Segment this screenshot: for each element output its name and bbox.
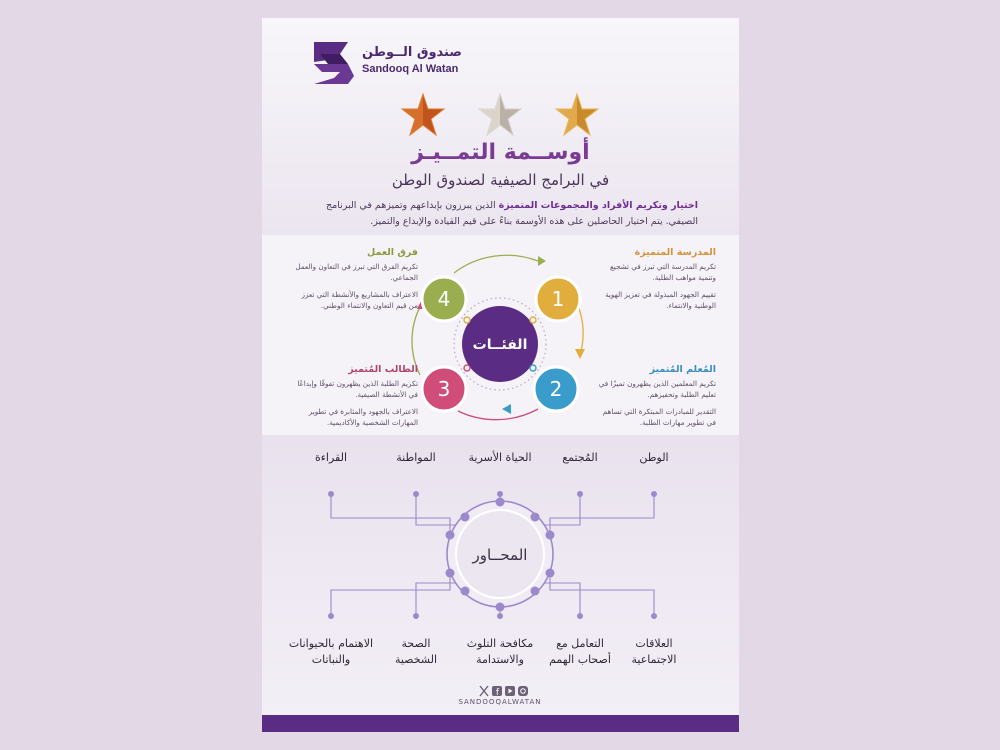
axis-bottom-4-line-2: الشخصية: [394, 653, 438, 666]
axis-bottom-5-line-1: الاهتمام بالحيوانات: [288, 637, 374, 650]
axis-bottom-5: [268, 636, 394, 668]
axis-bottom-2-line-2: أصحاب الهمم: [549, 653, 611, 666]
axis-bottom-3: [450, 636, 550, 668]
page-title: أوســمة التمــيـز: [411, 140, 590, 165]
arrow-2-to-3: [458, 409, 538, 420]
category-3-line-1: تكريم الطلبة الذين يظهرون تفوقًا وإبداعًا في الأنشطة الصيفية.: [297, 379, 418, 399]
poster: [262, 18, 739, 732]
page-subtitle: في البرامج الصيفية لصندوق الوطن: [391, 171, 610, 189]
axis-top-5: القراءة: [314, 451, 348, 464]
category-2-line-1: تكريم المعلمين الذين يظهرون تميزًا في تعليم الطلبة وتحفيزهم.: [598, 379, 716, 399]
category-2-line-2: التقدير للمبادرات المبتكرة التي تساهم في تطوير مهارات الطلبة.: [602, 407, 716, 427]
bronze-star-icon: [397, 92, 449, 138]
categories-center-label: الفئــات: [472, 337, 528, 353]
facebook-icon[interactable]: [492, 686, 502, 697]
category-1-number: 1: [551, 287, 565, 311]
axis-top-1: الوطن: [639, 451, 669, 464]
axes-center-label: المحــاور: [472, 546, 528, 564]
intro-paragraph: [310, 198, 698, 230]
axes-diagram: [262, 435, 739, 715]
category-1-block: [592, 247, 716, 317]
axis-top-3: الحياة الأسرية: [468, 451, 532, 464]
intro-bold: اختيار وتكريم الأفراد والمجموعات المتميزة: [498, 200, 698, 211]
instagram-icon[interactable]: [518, 686, 528, 696]
youtube-icon[interactable]: [505, 686, 515, 696]
axis-bottom-3-line-1: مكافحة التلوث: [466, 637, 534, 650]
category-3-block: [290, 364, 418, 434]
svg-text:f: f: [495, 688, 500, 697]
footer-bar: [262, 715, 739, 732]
category-1-title: المدرسة المتميزة: [634, 247, 716, 258]
axis-bottom-1-line-1: العلاقات: [635, 637, 673, 650]
category-2-number: 2: [549, 377, 563, 401]
axis-top-4: المواطنة: [396, 451, 436, 464]
category-1-line-1: تكريم المدرسة التي تبرز في تشجيع وتنمية مواهب الطلبة.: [609, 262, 716, 282]
brand-name-arabic: صندوق الــوطن: [362, 45, 462, 60]
x-icon[interactable]: [480, 686, 488, 696]
social-handle: SANDOOQALWATAN: [458, 698, 542, 706]
category-3-number: 3: [437, 377, 451, 401]
brand-name-english: Sandooq Al Watan: [362, 63, 459, 75]
axis-bottom-1-line-2: الاجتماعية: [631, 653, 677, 666]
brand-logo-icon: [306, 40, 356, 86]
axis-bottom-2-line-1: التعامل مع: [556, 637, 604, 650]
category-1-line-2: تقييم الجهود المبذولة في تعزيز الهوية الوطنية والانتماء.: [605, 290, 716, 310]
category-3-title: الطالب المُتميز: [348, 364, 418, 375]
intro-rest: الذين يبرزون بإبداعهم وتميزهم في البرنامج الصيفي. يتم اختيار الحاصلين على هذه الأوسمة بناءً على قيم القيادة والإبداع والتميز.: [326, 200, 698, 227]
axis-bottom-3-line-2: والاستدامة: [476, 653, 524, 666]
category-3-line-2: الاعتراف بالجهود والمثابرة في تطوير المهارات الشخصية والأكاديمية.: [308, 407, 418, 427]
category-4-number: 4: [437, 287, 451, 311]
category-4-line-1: تكريم الفرق التي تبرز في التعاون والعمل الجماعي.: [295, 262, 418, 282]
arrow-4-to-1: [454, 255, 538, 273]
category-4-title: فرق العمل: [367, 247, 418, 258]
gold-star-icon: [551, 92, 603, 138]
axis-bottom-4-line-1: الصحة: [401, 637, 431, 650]
category-4-line-2: الاعتراف بالمشاريع والأنشطة التي تعزز من قيم التعاون والانتماء الوطني.: [301, 290, 418, 310]
category-2-block: [592, 364, 716, 434]
axis-top-2: المُجتمع: [562, 451, 598, 464]
category-4-block: [290, 247, 418, 317]
social-icons: [472, 685, 532, 697]
axis-bottom-5-line-2: والنباتات: [311, 653, 351, 666]
silver-star-icon: [474, 92, 526, 138]
category-2-title: المُعلم المُتميز: [649, 364, 716, 375]
